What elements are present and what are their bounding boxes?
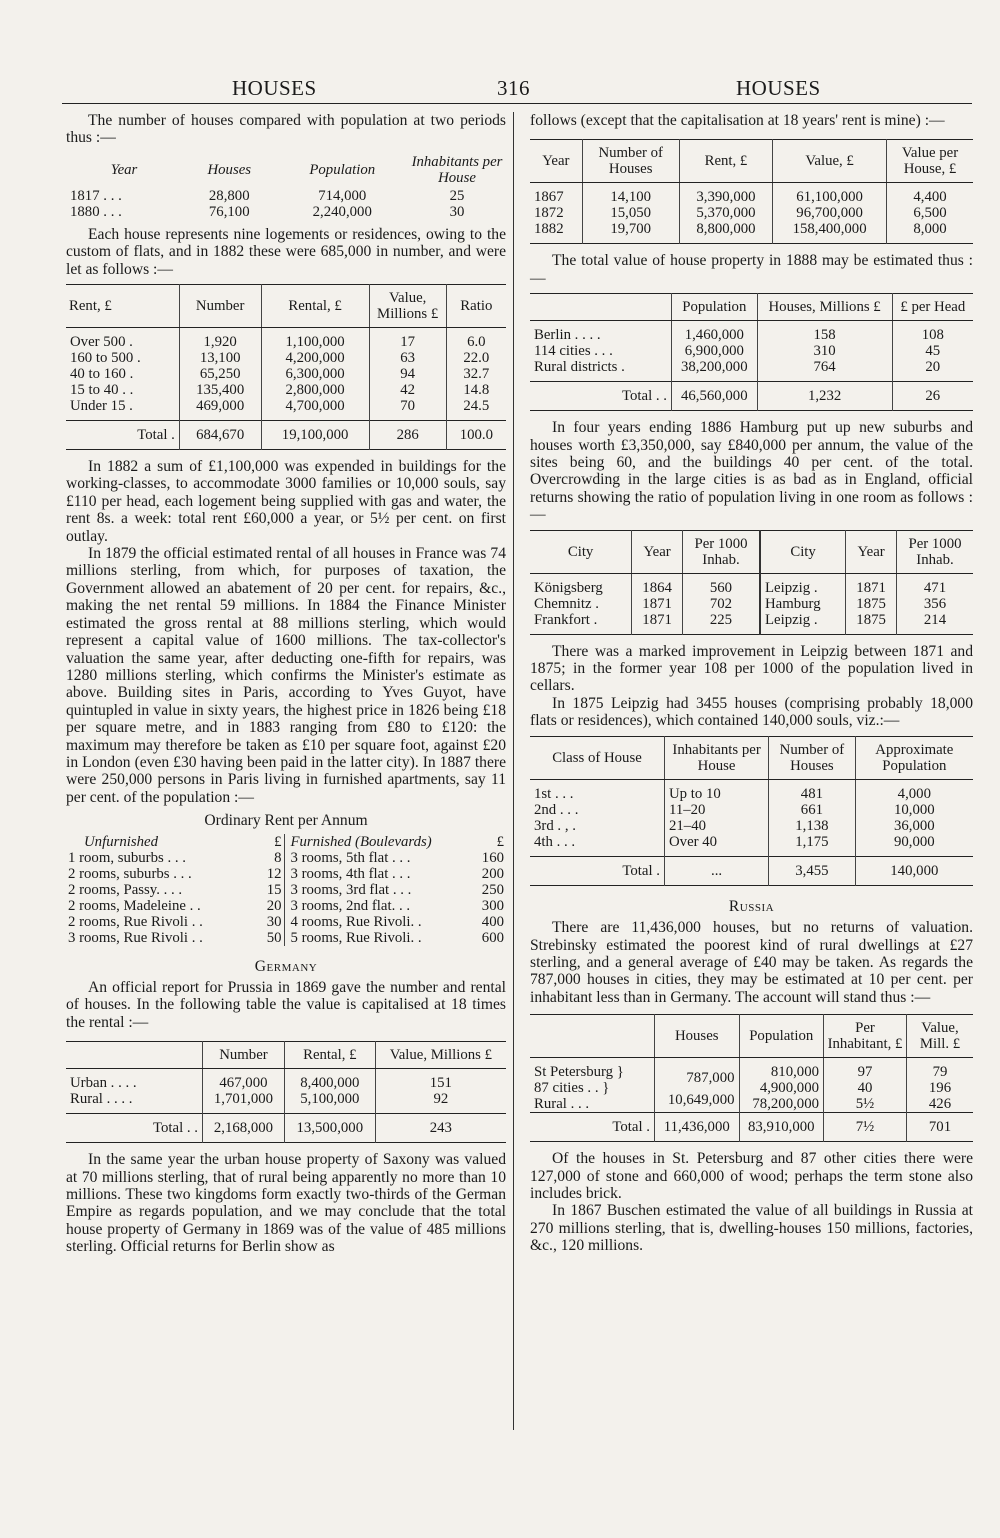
table-row xyxy=(66,204,506,220)
table-row xyxy=(530,321,973,344)
column-header xyxy=(530,294,672,321)
column-header: Year xyxy=(110,161,138,178)
cell: 1,920 xyxy=(179,328,261,351)
column-header: Population xyxy=(672,294,758,321)
cell: 1871 xyxy=(632,596,683,612)
table-row xyxy=(66,188,506,204)
cell: 3,390,000 xyxy=(679,183,772,206)
cell: 1871 xyxy=(632,612,683,635)
table-row xyxy=(530,573,973,596)
table-row xyxy=(530,221,973,244)
cell: 6,500 xyxy=(887,205,974,221)
cell: 3 rooms, 4th flat . . . xyxy=(290,865,411,882)
running-head xyxy=(0,76,1000,106)
total-value-paragraph: The total value of house property in 1888 may be estimated thus :— xyxy=(530,252,973,287)
cell: 661 xyxy=(769,802,856,818)
cell: 28,800 xyxy=(208,187,250,204)
cell: 10,000 xyxy=(855,802,973,818)
cell: 1875 xyxy=(846,596,897,612)
cell: 5,370,000 xyxy=(679,205,772,221)
cell: 114 cities . . . xyxy=(534,343,613,360)
buschen-paragraph: In 1867 Buschen estimated the value of all buildings in Russia at 270 millions sterling, that is, dwelling-houses 150 millions, factories, &c., 120 millions. xyxy=(530,1202,973,1255)
cell: St Petersburg } xyxy=(534,1064,624,1081)
total-row xyxy=(530,1113,973,1142)
column-header: City xyxy=(760,530,846,573)
cell: 14.8 xyxy=(446,382,506,398)
house-property-table xyxy=(530,293,973,411)
cell: 6,300,000 xyxy=(261,366,369,382)
cell: 1880 . . . xyxy=(70,203,122,220)
cell: 1867 xyxy=(534,189,564,206)
cell: 243 xyxy=(375,1114,506,1143)
column-header: Number xyxy=(179,285,261,328)
column-header: Per 1000 Inhab. xyxy=(897,530,974,573)
houses-population-table xyxy=(66,153,506,220)
column-header: Year xyxy=(632,530,683,573)
cell: 158 xyxy=(757,321,892,344)
column-header: Per Inhabitant, £ xyxy=(824,1015,907,1058)
logements-paragraph: Each house represents nine logements or residences, owing to the custom of flats, and in 1882 these were 685,000 in number, and were let as follows :— xyxy=(66,225,506,278)
furnished-list xyxy=(284,834,507,946)
cell: 78,200,000 xyxy=(752,1096,819,1113)
cell: 469,000 xyxy=(179,398,261,421)
column-header: Population xyxy=(739,1015,824,1058)
cell: 26 xyxy=(892,382,973,411)
cell: 7½ xyxy=(824,1113,907,1142)
cell: 14,100 xyxy=(582,183,679,206)
column-header: Per 1000 Inhab. xyxy=(682,530,760,573)
cell: 40 to 160 . xyxy=(70,366,134,383)
cell: 1875 xyxy=(846,612,897,635)
column-header: Houses xyxy=(655,1015,740,1058)
cell: 471 xyxy=(897,573,974,596)
cell: Over 500 . xyxy=(70,334,133,351)
houses-cell xyxy=(655,1058,740,1113)
cell: Rural districts . xyxy=(534,359,625,376)
cell: 79 xyxy=(932,1064,948,1081)
cell: 1,138 xyxy=(769,818,856,834)
cell: 20 xyxy=(266,897,282,914)
cell: 22.0 xyxy=(446,350,506,366)
unfurnished-list xyxy=(66,834,284,946)
cell: 13,100 xyxy=(179,350,261,366)
column-header: Inhabitants per House xyxy=(411,153,503,186)
leipzig-improvement-paragraph: There was a marked improvement in Leipzig between 1871 and 1875; in the former year 108 per 1000 of the population lived in cellars. xyxy=(530,642,973,695)
russia-table xyxy=(530,1014,973,1142)
total-row xyxy=(66,421,506,450)
column-header: Number xyxy=(203,1042,285,1069)
cell: 4 rooms, Rue Rivoli. . xyxy=(290,913,422,930)
table-row xyxy=(530,834,973,857)
berlin-houses-table xyxy=(530,139,973,244)
list-item xyxy=(66,914,284,930)
cell: 17 xyxy=(369,328,446,351)
prussia-paragraph: An official report for Prussia in 1869 gave the number and rental of houses. In the following table the value is capitalised at 18 times the rental :— xyxy=(66,978,506,1031)
cell: 21–40 xyxy=(665,818,769,834)
table-row xyxy=(66,350,506,366)
cell: 5 rooms, Rue Rivoli. . xyxy=(290,929,422,946)
list-item xyxy=(66,882,284,898)
cell: 250 xyxy=(481,881,504,898)
cell: 30 xyxy=(266,913,282,930)
cell: 481 xyxy=(769,779,856,802)
cell: 40 xyxy=(857,1080,873,1097)
table-row xyxy=(66,1091,506,1114)
value-cell xyxy=(907,1058,974,1113)
left-column xyxy=(66,112,506,1256)
furnished-heading: Furnished (Boulevards) xyxy=(290,833,432,850)
cell: 108 xyxy=(892,321,973,344)
cell: Hamburg xyxy=(760,596,846,612)
cell: 1 room, suburbs . . . xyxy=(68,849,186,866)
cell: 2,800,000 xyxy=(261,382,369,398)
cell: 6,900,000 xyxy=(672,343,758,359)
cell: 764 xyxy=(757,359,892,382)
column-header: Ratio xyxy=(446,285,506,328)
cell: 160 to 500 . xyxy=(70,350,141,367)
cell: 467,000 xyxy=(203,1069,285,1092)
right-column xyxy=(530,112,973,1255)
cell: Under 15 . xyxy=(70,398,133,415)
cell: 94 xyxy=(369,366,446,382)
total-row xyxy=(66,1114,506,1143)
cell: 13,500,000 xyxy=(284,1114,375,1143)
cell: 83,910,000 xyxy=(739,1113,824,1142)
cell: 225 xyxy=(682,612,760,635)
cell: 3,455 xyxy=(769,856,856,885)
cell: 200 xyxy=(481,865,504,882)
cell: 2nd . . . xyxy=(534,801,579,818)
prussia-table xyxy=(66,1041,506,1143)
cell: Total . . xyxy=(530,382,672,411)
cell: 90,000 xyxy=(855,834,973,857)
cell: 70 xyxy=(369,398,446,421)
cell: Total . xyxy=(530,856,665,885)
cell: 8,800,000 xyxy=(679,221,772,244)
cell: 158,400,000 xyxy=(773,221,887,244)
cell: 10,649,000 xyxy=(667,1092,735,1109)
running-title-left: HOUSES xyxy=(232,76,317,100)
column-header: Year xyxy=(846,530,897,573)
cell: Over 40 xyxy=(665,834,769,857)
leipzig-houses-paragraph: In 1875 Leipzig had 3455 houses (comprising probably 18,000 flats or residences), which contained 140,000 souls, viz.:— xyxy=(530,694,973,730)
leipzig-classes-table xyxy=(530,736,973,886)
cell: 356 xyxy=(897,596,974,612)
rent-classes-table xyxy=(66,284,506,450)
cell: 300 xyxy=(481,897,504,914)
overcrowding-table xyxy=(530,530,973,635)
list-item xyxy=(66,898,284,914)
cell: 61,100,000 xyxy=(773,183,887,206)
unfurnished-heading: Unfurnished xyxy=(84,833,158,850)
cell: 3 rooms, Rue Rivoli . . xyxy=(68,929,203,946)
cell: 25 xyxy=(449,187,465,204)
cell: 701 xyxy=(907,1113,974,1142)
cell: 1864 xyxy=(632,573,683,596)
cell: 1,232 xyxy=(757,382,892,411)
saxony-paragraph: In the same year the urban house property of Saxony was valued at 70 millions sterling, that of rural being apparently no more than 10 millions. These two kingdoms form exactly two-thirds of the German Empire as regards population, and we may conclude that the total house property of Germany in 1869 was of the value of 485 millions sterling. Official returns for Berlin show as xyxy=(66,1151,506,1256)
cell: Chemnitz . xyxy=(534,595,599,612)
table-row xyxy=(530,359,973,382)
column-header: Value per House, £ xyxy=(887,140,974,183)
cell: 1,701,000 xyxy=(203,1091,285,1114)
germany-heading: Germany xyxy=(254,957,318,975)
header-rule xyxy=(62,103,972,104)
cell: 19,100,000 xyxy=(261,421,369,450)
cell: 1871 xyxy=(846,573,897,596)
cell: 810,000 xyxy=(770,1064,819,1081)
cell: Frankfort . xyxy=(534,611,598,628)
ordinary-rent-table xyxy=(66,834,506,946)
table-row xyxy=(66,328,506,351)
population-cell xyxy=(739,1058,824,1113)
cell: 5,100,000 xyxy=(284,1091,375,1114)
cell: 12 xyxy=(266,865,282,882)
column-divider xyxy=(513,112,514,1430)
cell: Rural . . . xyxy=(534,1096,590,1113)
list-item xyxy=(289,882,507,898)
hamburg-paragraph: In four years ending 1886 Hamburg put up new suburbs and houses worth £3,350,000, say £840,000 per annum, the value of the sites being 60, and the buildings 40 per cent. of the total. Overcrowding in the large cities is as bad as in England, official returns showing the ratio of population living in one room as follows :— xyxy=(530,419,973,524)
column-header: Value, Millions £ xyxy=(375,1042,506,1069)
cell: 36,000 xyxy=(855,818,973,834)
cell: 32.7 xyxy=(446,366,506,382)
column-header: Value, Mill. £ xyxy=(907,1015,974,1058)
cell: 4,900,000 xyxy=(759,1080,819,1097)
cell: 8,400,000 xyxy=(284,1069,375,1092)
per-inhabitant-cell xyxy=(824,1058,907,1113)
cell: 30 xyxy=(449,203,465,220)
column-header: Rent, £ xyxy=(66,285,179,328)
list-item xyxy=(66,930,284,946)
cell: Total . . xyxy=(66,1114,203,1143)
russia-heading: Russia xyxy=(728,897,775,915)
cell: 196 xyxy=(928,1080,952,1097)
cell: 2 rooms, suburbs . . . xyxy=(68,865,192,882)
cell: 4th . . . xyxy=(534,833,576,850)
list-item xyxy=(289,850,507,866)
column-header: Houses xyxy=(207,161,252,178)
cell: 1,460,000 xyxy=(672,321,758,344)
cell: 100.0 xyxy=(446,421,506,450)
cell: Up to 10 xyxy=(665,779,769,802)
page-number: 316 xyxy=(497,76,530,100)
rent-section-title: Ordinary Rent per Annum xyxy=(204,812,368,830)
cell: Urban . . . . xyxy=(70,1075,137,1092)
cell: 3 rooms, 2nd flat. . . xyxy=(290,897,411,914)
cell: 97 xyxy=(857,1064,873,1081)
cell: 1st . . . xyxy=(534,785,574,802)
cell: Total . xyxy=(66,421,179,450)
column-header: Rent, £ xyxy=(679,140,772,183)
cell: 714,000 xyxy=(318,187,367,204)
cell: 2 rooms, Passy. . . . xyxy=(68,881,183,898)
list-item xyxy=(289,866,507,882)
cell: Königsberg xyxy=(534,579,603,596)
table-row xyxy=(66,366,506,382)
cell: 1,175 xyxy=(769,834,856,857)
column-header: Inhabitants per House xyxy=(665,736,769,779)
column-header xyxy=(530,1015,655,1058)
table-row xyxy=(530,818,973,834)
cell: 214 xyxy=(897,612,974,635)
cell: Leipzig . xyxy=(760,612,846,635)
table-row xyxy=(66,382,506,398)
cell: 684,670 xyxy=(179,421,261,450)
column-header: £ per Head xyxy=(892,294,973,321)
cell: 3rd . , . xyxy=(534,817,576,834)
column-header: Class of House xyxy=(530,736,665,779)
cell: Total . xyxy=(530,1113,655,1142)
column-header: Rental, £ xyxy=(284,1042,375,1069)
cell: 8,000 xyxy=(887,221,974,244)
unit-label: £ xyxy=(496,833,504,850)
cell: 4,000 xyxy=(855,779,973,802)
cell: 151 xyxy=(375,1069,506,1092)
cell: 3 rooms, 3rd flat . . . xyxy=(290,881,412,898)
column-header: Approximate Population xyxy=(855,736,973,779)
cell: 38,200,000 xyxy=(672,359,758,382)
cell: 600 xyxy=(481,929,504,946)
column-header xyxy=(66,1042,203,1069)
cell: 24.5 xyxy=(446,398,506,421)
column-header: Value, Millions £ xyxy=(369,285,446,328)
cell: 286 xyxy=(369,421,446,450)
cell: 400 xyxy=(481,913,504,930)
cell: 1882 xyxy=(534,221,564,238)
running-title-right: HOUSES xyxy=(736,76,821,100)
column-header: Rental, £ xyxy=(261,285,369,328)
cell: 96,700,000 xyxy=(773,205,887,221)
list-item xyxy=(66,866,284,882)
cell: 1,100,000 xyxy=(261,328,369,351)
cell: 46,560,000 xyxy=(672,382,758,411)
list-item xyxy=(289,898,507,914)
table-row xyxy=(530,612,973,635)
table-row xyxy=(530,1058,973,1113)
column-header: Number of Houses xyxy=(582,140,679,183)
cell: 11,436,000 xyxy=(655,1113,740,1142)
cell: 92 xyxy=(375,1091,506,1114)
cell: 8 xyxy=(274,849,282,866)
list-item xyxy=(289,930,507,946)
cell: 4,700,000 xyxy=(261,398,369,421)
cell: 787,000 xyxy=(686,1070,735,1087)
cell: 2 rooms, Rue Rivoli . . xyxy=(68,913,203,930)
cell: 4,200,000 xyxy=(261,350,369,366)
cell: 63 xyxy=(369,350,446,366)
table-row xyxy=(530,205,973,221)
cell: Leipzig . xyxy=(760,573,846,596)
cell: 45 xyxy=(892,343,973,359)
cell: 2 rooms, Madeleine . . xyxy=(68,897,201,914)
cell: 3 rooms, 5th flat . . . xyxy=(290,849,411,866)
cell: 560 xyxy=(682,573,760,596)
column-header: Year xyxy=(530,140,582,183)
cell: 19,700 xyxy=(582,221,679,244)
cell: Rural . . . . xyxy=(70,1091,133,1108)
list-item xyxy=(66,850,284,866)
column-header: Houses, Millions £ xyxy=(757,294,892,321)
cell: 76,100 xyxy=(208,203,250,220)
cell: 6.0 xyxy=(446,328,506,351)
cell: 11–20 xyxy=(665,802,769,818)
cell: 1872 xyxy=(534,205,564,222)
cell: 702 xyxy=(682,596,760,612)
table-row xyxy=(530,343,973,359)
cell: 15 xyxy=(266,881,282,898)
table-row xyxy=(66,398,506,421)
france-rental-paragraph: In 1879 the official estimated rental of all houses in France was 74 millions sterling, from which, for purposes of taxation, the Government allowed an abatement of 20 per cent. for repairs, &c., making the net rental 59 millions. In 1884 the Finance Minister estimated the gross rental at 88 millions sterling, which would represent a capital value of 1600 millions. The tax-collector's valuation the same year, after deducting one-fifth for repairs, was 1280 millions sterling, which confirms the Minister's estimate as above. Building sites in Paris, according to Yves Guyot, have quintupled in value in sixty years, the highest price in 1826 being £18 per square metre, and in 1883 ranging from £80 to £120: the maximum may therefore be taken as £10 per square foot, against £20 in London (even £30 having been paid in the latter city). In 1887 there were 250,000 persons in Paris living in furnished apartments, say 11 per cent. of the population :— xyxy=(66,545,506,806)
total-row xyxy=(530,856,973,885)
table-row xyxy=(530,183,973,206)
table-row xyxy=(530,596,973,612)
cell: 310 xyxy=(757,343,892,359)
cell: 135,400 xyxy=(179,382,261,398)
intro-paragraph: The number of houses compared with population at two periods thus :— xyxy=(66,112,506,147)
cell: 160 xyxy=(481,849,504,866)
column-header: City xyxy=(530,530,632,573)
cell: 140,000 xyxy=(855,856,973,885)
list-item xyxy=(289,914,507,930)
cell: 1817 . . . xyxy=(70,187,122,204)
cell: 42 xyxy=(369,382,446,398)
column-header: Population xyxy=(309,161,376,178)
cell: 50 xyxy=(266,929,282,946)
russia-paragraph: There are 11,436,000 houses, but no returns of valuation. Strebinsky estimated the poorest kind of rural dwellings at £27 sterling, and a general average of £40 may be taken. As regards the 787,000 houses in cities, they may be estimated at 10 per cent. per inhabitant less than in Germany. The account will stand thus :— xyxy=(530,919,973,1006)
cell: 5½ xyxy=(855,1096,875,1113)
cell: 15,050 xyxy=(582,205,679,221)
cell: 15 to 40 . . xyxy=(70,382,134,399)
column-header: Value, £ xyxy=(773,140,887,183)
table-row xyxy=(530,779,973,802)
row-labels xyxy=(530,1058,655,1113)
cell: 426 xyxy=(928,1096,952,1113)
cell: 65,250 xyxy=(179,366,261,382)
unit-label: £ xyxy=(274,833,282,850)
cell: 2,168,000 xyxy=(203,1114,285,1143)
table-row xyxy=(530,802,973,818)
total-row xyxy=(530,382,973,411)
petersburg-paragraph: Of the houses in St. Petersburg and 87 other cities there were 127,000 of stone and 660,000 of wood; perhaps the term stone also includes brick. xyxy=(530,1150,973,1202)
berlin-returns-paragraph: follows (except that the capitalisation at 18 years' rent is mine) :— xyxy=(530,112,945,129)
cell: ... xyxy=(665,856,769,885)
column-header: Number of Houses xyxy=(769,736,856,779)
table-row xyxy=(66,1069,506,1092)
working-classes-paragraph: In 1882 a sum of £1,100,000 was expended in buildings for the working-classes, to accommodate 3000 families or 10,000 souls, say £110 per head, each logement being supplied with gas and water, the rent 8s. a week: total rent £60,000 a year, or 5½ per cent. on first outlay. xyxy=(66,458,506,545)
cell: 87 cities . . } xyxy=(534,1080,610,1097)
cell: 2,240,000 xyxy=(312,203,372,220)
cell: Berlin . . . . xyxy=(534,327,601,344)
cell: 20 xyxy=(892,359,973,382)
cell: 4,400 xyxy=(887,183,974,206)
